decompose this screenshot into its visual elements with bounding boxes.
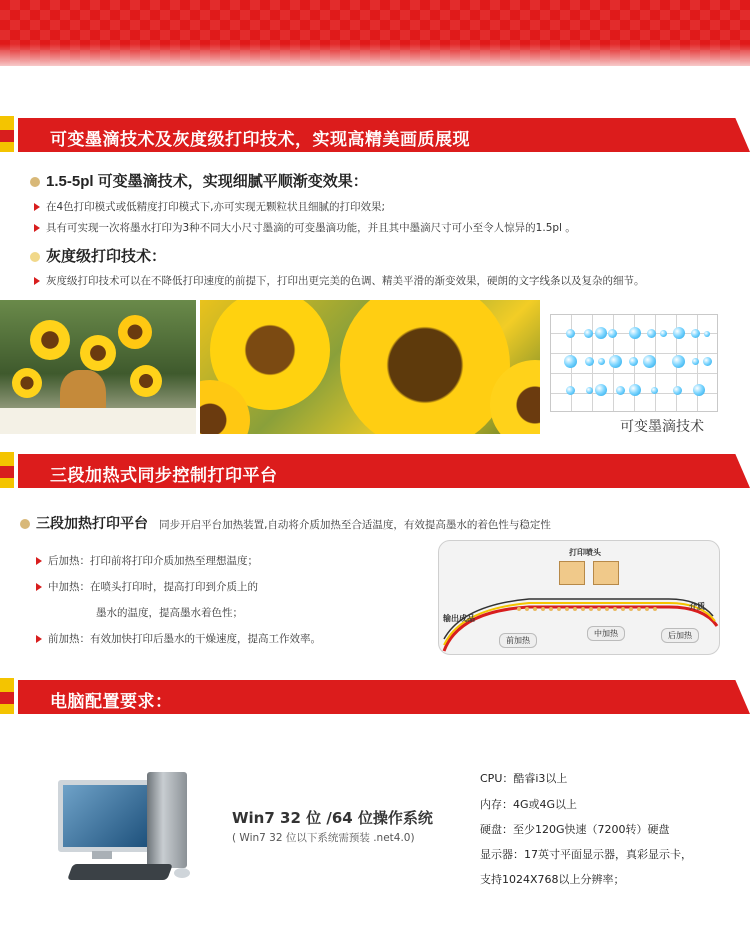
section-title: 可变墨滴技术及灰度级打印技术，实现高精美画质展现 bbox=[50, 130, 470, 149]
list-item-text: 具有可实现一次将墨水打印为3种不同大小尺寸墨滴的可变墨滴功能，并且其中墨滴尺寸可小至令人惊异的1.5pl 。 bbox=[46, 222, 576, 234]
list-item-text: 墨水的温度，提高墨水着色性； bbox=[96, 607, 243, 619]
bullet-heading-text: 1.5-5pl 可变墨滴技术，实现细腻平顺渐变效果： bbox=[46, 173, 368, 190]
monitor-icon bbox=[58, 780, 156, 852]
section-header-pc-requirements bbox=[0, 678, 750, 714]
section-header-heating bbox=[0, 452, 750, 488]
printhead-label: 打印喷头 bbox=[569, 548, 601, 557]
list-item bbox=[36, 579, 258, 594]
list-item-label: 中加热： bbox=[48, 581, 90, 593]
heating-heading-title: 三段加热打印平台 bbox=[36, 516, 148, 532]
gold-square-decoration bbox=[0, 704, 14, 714]
bullet-heading-grayscale bbox=[30, 245, 166, 266]
section-title: 三段加热式同步控制打印平台 bbox=[50, 466, 278, 485]
list-item bbox=[36, 553, 258, 568]
triangle-bullet-icon bbox=[36, 635, 42, 643]
bullet-dot-icon bbox=[30, 177, 40, 187]
rear-heater-label: 后加热 bbox=[661, 628, 699, 643]
daisy-foreground bbox=[0, 408, 196, 434]
list-item-text: 灰度级打印技术可以在不降低打印速度的前提下，打印出更完美的色调、精美平滑的渐变效果，硬朗的文字线条以及复杂的细节。 bbox=[46, 275, 645, 287]
list-item-text: 有效加快打印后墨水的干燥速度，提高工作效率。 bbox=[90, 633, 321, 645]
mouse-icon bbox=[174, 868, 190, 878]
section-title: 电脑配置要求： bbox=[50, 692, 173, 711]
triangle-bullet-icon bbox=[36, 583, 42, 591]
spec-resolution: 支持1024X768以上分辨率； bbox=[480, 873, 625, 886]
os-note: ( Win7 32 位以下系统需预装 .net4.0) bbox=[232, 832, 415, 844]
output-label: 输出成品 bbox=[443, 614, 475, 623]
os-requirement: Win7 32 位 /64 位操作系统 bbox=[232, 809, 433, 827]
triangle-bullet-icon bbox=[34, 203, 40, 211]
sunflower-vase-photo bbox=[0, 300, 196, 434]
section-header-print-tech bbox=[0, 116, 750, 152]
bullet-dot-icon bbox=[30, 252, 40, 262]
sunflower-closeup-photo bbox=[200, 300, 540, 434]
computer-illustration bbox=[52, 768, 212, 888]
tower-icon bbox=[147, 772, 187, 868]
spec-cpu: CPU：酷睿i3以上 bbox=[480, 772, 568, 785]
bullet-heading-text: 灰度级打印技术： bbox=[46, 248, 167, 265]
list-item bbox=[34, 199, 385, 214]
keyboard-icon bbox=[67, 864, 173, 880]
triangle-bullet-icon bbox=[34, 277, 40, 285]
media-label: 介质 bbox=[689, 602, 705, 611]
front-heater-label: 前加热 bbox=[499, 633, 537, 648]
heating-heading bbox=[20, 513, 551, 533]
list-item bbox=[34, 273, 645, 288]
droplet-caption: 可变墨滴技术 bbox=[620, 419, 704, 435]
list-item-text: 在喷头打印时，提高打印到介质上的 bbox=[90, 581, 258, 593]
middle-heater-label: 中加热 bbox=[587, 626, 625, 641]
gold-square-decoration bbox=[0, 678, 14, 692]
triangle-bullet-icon bbox=[36, 557, 42, 565]
list-item bbox=[96, 605, 243, 620]
gold-square-decoration bbox=[0, 478, 14, 488]
heating-heading-desc: 同步开启平台加热装置,自动将介质加热至合适温度，有效提高墨水的着色性与稳定性 bbox=[159, 519, 551, 531]
bullet-dot-icon bbox=[20, 519, 30, 529]
list-item-label: 后加热： bbox=[48, 555, 90, 567]
bullet-heading-variable-droplet bbox=[30, 170, 368, 191]
list-item-text: 在4色打印模式或低精度打印模式下,亦可实现无颗粒状且细腻的打印效果; bbox=[46, 201, 386, 213]
monitor-stand bbox=[92, 851, 112, 859]
top-decorative-band bbox=[0, 0, 750, 66]
list-item bbox=[36, 631, 321, 646]
heating-diagram bbox=[438, 540, 720, 655]
list-item bbox=[34, 220, 576, 235]
list-item-label: 前加热： bbox=[48, 633, 90, 645]
spec-memory: 内存：4G或4G以上 bbox=[480, 798, 578, 811]
triangle-bullet-icon bbox=[34, 224, 40, 232]
spec-display: 显示器：17英寸平面显示器，真彩显示卡， bbox=[480, 848, 692, 861]
variable-droplet-diagram bbox=[550, 314, 718, 412]
spec-disk: 硬盘：至少120G快速（7200转）硬盘 bbox=[480, 823, 670, 836]
gold-square-decoration bbox=[0, 142, 14, 152]
list-item-text: 打印前将打印介质加热至理想温度； bbox=[90, 555, 258, 567]
gold-square-decoration bbox=[0, 452, 14, 466]
gold-square-decoration bbox=[0, 116, 14, 130]
